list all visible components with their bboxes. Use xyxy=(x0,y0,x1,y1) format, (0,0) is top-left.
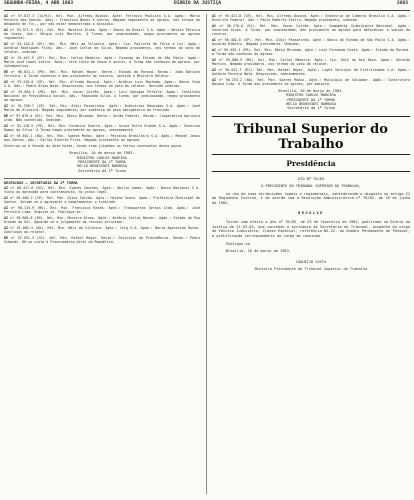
case-text: nº 95.421-8 (DF). Rel. Min. Alfredo Buzaid. Agte.: Indústria de Cimento Brasília S.A. Agdo.: Distrito Federal. Adv.: Paulo Roberto Vieira. Negado provimento, unânime. xyxy=(212,14,410,23)
act-resolve: RESOLVE xyxy=(298,210,324,215)
case-entry xyxy=(4,236,200,244)
case-text: nº 91.447-9 (SP). Rel. Min. Carlos Madeira. Agte.: Fazenda do Estado de São Paulo. Agdo.: Maria José Lopes Vieira. Advs.: Vera Lúcia de Souza e outros. A Turma não conheceu do agravo, por intempestivo. xyxy=(4,56,200,69)
signature-name: MINISTRO CARLOS MADEIRA xyxy=(286,93,336,98)
case-text: nº 95.664-2 (MG). Rel. Min. Oscar Corrêa. Agte.: Luiz Gonzaga Pereira. Agdo.: Instituto Nacional de Previdência Social. Adv.: Raimundo Silva. A Turma, por unanimidade, negou provimento ao agravo. xyxy=(4,90,201,103)
case-text: nº 91.002-4 (GO). Rel. Min. Néri da Silveira. Agte.: Celg S.A. Agdo.: Maria Aparecida Rocha. Conclusos ao relator. xyxy=(4,226,200,235)
case-entry xyxy=(212,38,410,46)
header-publication-title: DIÁRIO DA JUSTIÇA xyxy=(174,1,222,6)
case-type-tag: AI xyxy=(4,206,9,211)
case-entry xyxy=(212,78,410,86)
case-text: nº 91.338-7 (SP). Rel. Min. Aldir Passarinho. Agte.: Indústrias Reunidas S.A. Agdo.: José Maria de Oliveira. Negado seguimento, por ausência de peça obrigatória ao traslado. xyxy=(4,104,200,113)
case-entry xyxy=(4,206,200,214)
right-entries-list xyxy=(212,14,410,86)
case-text: nº 90.115-9 (MG). Rel. Min. Francisco Rezek. Agte.: Transportes Gerais Ltda. Agdo.: José Ferreira Lima. Arquive-se. Publique-se. xyxy=(4,206,200,215)
case-type-tag: AI xyxy=(212,78,217,82)
tst-title-box xyxy=(212,116,410,155)
case-type-tag: AI xyxy=(212,58,217,63)
case-entry xyxy=(4,216,200,224)
signature-role: PRESIDENTE DA 1ª TURMA xyxy=(287,97,335,102)
case-type-tag: AI xyxy=(4,186,9,191)
case-type-tag: RE xyxy=(4,114,9,119)
case-text: nº 92.118-5 (PE). Rel. Min. Cordeiro Guerra. Agte.: Usina Serra Grande S.A. Agdo.: Severino Ramos da Silva. A Turma negou provimento ao agravo, unanimemente. xyxy=(4,124,200,133)
tst-subtitle: Presidência xyxy=(286,158,336,168)
act-date: Brasília, 18 de março de 1983. xyxy=(226,249,291,254)
case-type-tag: AC xyxy=(212,38,217,43)
case-type-tag: RE xyxy=(4,236,9,240)
case-entry xyxy=(4,226,200,234)
act-number: ATO Nº 78/83 xyxy=(298,176,324,181)
case-type-tag: AI xyxy=(4,28,9,33)
section-heading: DESPACHOS — SECRETARIA DA 2ª TURMA xyxy=(4,180,78,185)
case-text: nº 98.031-1 (PR). Rel. Min. Rafael Mayer. Recte.: Estado do Paraná. Recdo.: João Batista Ferreira. A Turma conheceu e deu provimento ao recurso, vencido o Ministro Relator. xyxy=(4,70,201,79)
case-text: nº 97.876-4 (RS). Rel. Min. Décio Miranda. Recte.: União Federal. Recdo.: Cooperativa Agrícola Ltda. Não conhecido. Unânime. xyxy=(4,114,201,123)
case-text: nº 96.170-6 (RJ). Rel. Min. Oscar Corrêa. Agte.: Companhia Siderúrgica Nacional. Agdo.: Severino Alves. A Turma, por unanimidade, deu provimento ao agravo para determinar a subida do recurso. xyxy=(212,23,411,37)
header-date: SEGUNDA-FEIRA, 4 ABR 1983 xyxy=(4,1,74,6)
case-type-tag: AI xyxy=(4,124,9,129)
case-entry xyxy=(4,114,200,122)
signature-place-date: Brasília, 10 de março de 1983. xyxy=(69,151,135,156)
case-text: nº 94.120-8 (SP). Rel. Min. Néri da Silveira. Agte.: Cia. Paulista de Força e Luz. Agdo.: Antônio Rodrigues Filho. Adv.: José Carlos da Silva. Negado provimento, nos termos do voto do relator, unânime. xyxy=(4,42,200,55)
case-type-tag: AI xyxy=(4,80,9,85)
case-type-tag: AC xyxy=(212,48,217,53)
session-closing-note: Encerrou-se a Sessão às doze horas, tendo sido julgados os feitos constantes desta pauta. xyxy=(4,144,184,149)
signature-place-date: Brasília, 10 de março de 1983. xyxy=(278,89,344,94)
case-entry xyxy=(212,24,410,36)
case-type-tag: AC xyxy=(212,14,217,18)
case-entry xyxy=(212,68,410,76)
signature-block-right xyxy=(212,89,410,110)
signature-name-secondary: HÉLIO BENEVIDES BARBOSA xyxy=(286,102,336,107)
case-entry xyxy=(4,70,200,78)
case-text: nº 96.233-2 (BA). Rel. Min. Soares Muñoz. Agte.: Município de Salvador. Agdo.: Construtora Baiana Ltda. A Turma deu provimento ao agravo, por maioria. xyxy=(212,78,410,87)
left-column xyxy=(4,14,200,496)
case-text: nº 96.455-1 (PR). Rel. Min. Décio Miranda. Agte.: Luiz Fernando Costa. Agdo.: Estado do Paraná. A Turma não conheceu do agravo. xyxy=(212,48,410,57)
signature-role-secondary: Secretário da 1ª Turma xyxy=(78,168,126,173)
signature-block-left xyxy=(4,151,200,172)
case-entry xyxy=(4,14,200,26)
act-block xyxy=(212,177,410,272)
signature-name-secondary: HÉLIO BENEVIDES BARBOSA xyxy=(77,164,127,169)
case-text: nº 96.402-0 (SP). Rel. Min. Aldir Passarinho. Agte.: Banco do Estado de São Paulo S.A. Agdo.: Osvaldo Ribeiro. Negado provimento. Unânime. xyxy=(212,38,410,47)
act-close: Publique-se. xyxy=(226,241,252,246)
case-type-tag: AC xyxy=(212,23,217,28)
section-rule xyxy=(4,178,200,179)
case-type-tag: RE xyxy=(4,70,9,75)
case-type-tag: AI xyxy=(4,90,9,95)
column-divider xyxy=(206,14,207,494)
case-type-tag: AI xyxy=(4,42,9,47)
case-entry xyxy=(4,186,200,194)
case-entry xyxy=(4,196,200,204)
tst-title: Tribunal Superior do Trabalho xyxy=(233,121,389,152)
act-signer-role: Ministro Presidente do Tribunal Superior do Trabalho xyxy=(254,267,368,272)
case-text: nº 97.551-3 (SC). Rel. Min. Rafael Mayer. Recte.: Instituto de Previdência. Recdo.: Pedro Schmidt. Dê-se vista à Procuradoria-Geral da República. xyxy=(4,236,200,245)
case-type-tag: AI xyxy=(4,216,9,221)
act-intro: O PRESIDENTE DO TRIBUNAL SUPERIOR DO TRABALHO, xyxy=(261,184,361,189)
case-entry xyxy=(4,134,200,142)
case-type-tag: AI xyxy=(4,56,9,61)
case-text: nº 93.571-5 (RJ). Rel. Min. Moreira Alves. Agte.: Banco do Brasil S.A. Agdo.: Nelson Pereira da Costa. Adv.: Sérgio Luiz Martins. A Turma, por unanimidade, negou provimento ao agravo regimental. xyxy=(4,28,200,41)
case-text: nº 94.502-1 (BA). Rel. Min. Soares Muñoz. Agte.: Petróleo Brasileiro S.A. Agdo.: Manoel Jesus dos Santos. Adv.: Carlos Alberto Pires. Negado provimento ao agravo. xyxy=(4,134,200,143)
act-signer: COQUEIJO COSTA xyxy=(295,259,327,264)
act-body: no uso de suas atribuições legais e regimentais, considerando o disposto no artigo 21 do Regimento Interno, e de acordo com a Resolução Administrativa nº 78/82, de 10 de junho de 1982, xyxy=(212,191,410,206)
signature-name: MINISTRO CARLOS MADEIRA xyxy=(77,155,127,160)
case-type-tag: AI xyxy=(212,68,217,73)
case-entry xyxy=(4,28,200,40)
left-entries-list-2 xyxy=(4,186,200,244)
left-entries-list xyxy=(4,14,200,143)
case-entry xyxy=(212,14,410,22)
case-entry xyxy=(212,48,410,56)
case-type-tag: AI xyxy=(4,226,9,231)
right-column xyxy=(212,14,410,496)
case-type-tag: AI xyxy=(4,14,9,18)
act-text: Tornar sem efeito o Ato nº 70/83, de 25 de fevereiro de 1983, publicado no Diário da Justiça de 21.03.83, que concedeu a servidora da Secretaria do Tribunal, ocupante do cargo de Técnico Judiciário, Classe Especial, referência NS-22, do Quadro Permanente de Pessoal, a gratificação correspondente ao cargo em comissão. xyxy=(212,220,410,239)
case-entry xyxy=(4,124,200,132)
case-text: nº 88.417-0 (RJ). Rel. Min. Sydney Sanches. Agte.: Abílio Gomes. Agdo.: Banco Nacional S.A. Vista ao agravado para contraminuta, no prazo legal. xyxy=(4,186,200,195)
case-type-tag: AI xyxy=(4,196,9,201)
header-page-number: 3863 xyxy=(396,1,408,6)
case-text: nº 90.884-6 (RS). Rel. Min. Moreira Alves. Agte.: Antônio Carlos Becker. Agdo.: Estado do Rio Grande do Sul. Aguarde-se o julgamento do recurso principal. xyxy=(4,216,200,225)
case-type-tag: AI xyxy=(4,134,9,139)
case-entry xyxy=(4,56,200,68)
case-type-tag: AI xyxy=(4,104,9,109)
signature-role: PRESIDENTE DA 1ª TURMA xyxy=(78,159,126,164)
case-text: nº 95.880-5 (MG). Rel. Min. Carlos Madeira. Agte.: Cia. Vale do Rio Doce. Agdo.: Geraldo Martins. Negado provimento, nos termos do voto do relator. xyxy=(212,58,410,67)
case-entry xyxy=(4,104,200,112)
case-text: nº 93.210-0 (SP). Rel. Min. Alfredo Buzaid. Agte.: Antônio Luiz Machado. Agdo.: Banco Itaú S.A. Adv.: Pedro Alves Neto. Desprovido, nos termos do voto do relator. Decisão unânime. xyxy=(4,80,200,89)
case-text: nº 89.360-2 (SP). Rel. Min. Djaci Falcão. Agte.: Helena Souza. Agdo.: Prefeitura Municipal de Santos. Intime-se o agravante a complementar o traslado. xyxy=(4,196,200,205)
case-entry xyxy=(212,58,410,66)
signature-role-secondary: Secretário da 1ª Turma xyxy=(287,106,335,111)
page-header xyxy=(4,1,410,11)
case-entry xyxy=(4,90,200,102)
case-entry xyxy=(4,80,200,88)
case-text: nº 97.017-3 (14/RJ). Rel. Min. Alfredo Buzaid. Agte: Ferrovia Paulista S.A. Agdo.: Mário Pereira dos Santos. Advs.: Francisco Nunes e outros. Negado seguimento ao agravo, nos termos do despacho de fls., por não estar demonstrado o dissídio. xyxy=(4,14,200,27)
case-text: nº 96.012-7 (RJ). Rel. Min. Rafael Mayer. Agte.: Light Serviços de Eletricidade S.A. Agdo.: Antônio Pereira Neto. Desprovido, unanimemente. xyxy=(212,68,410,77)
tst-subtitle-box xyxy=(212,155,410,172)
case-entry xyxy=(4,42,200,54)
